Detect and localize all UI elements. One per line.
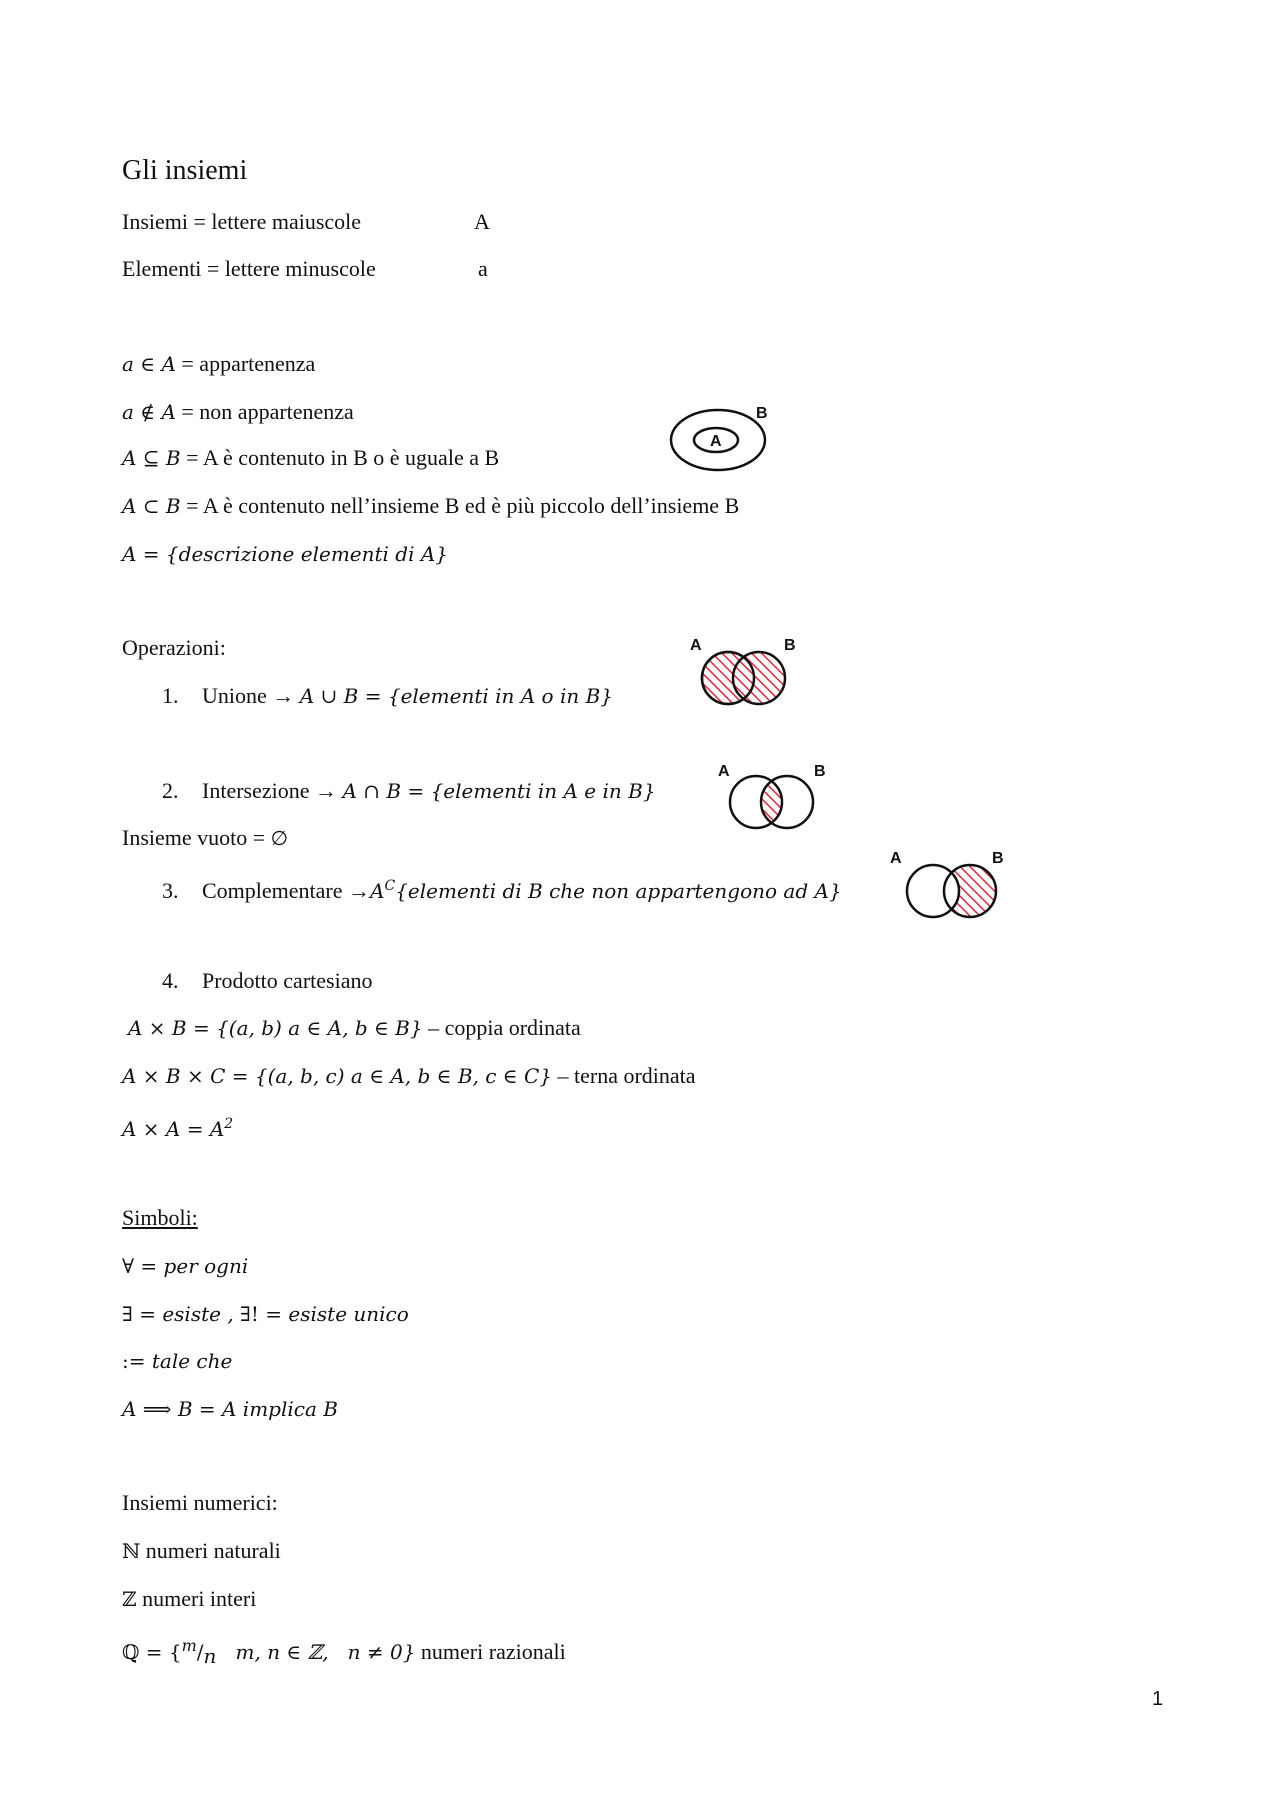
symbol-glyph: A ⟹ B xyxy=(122,1397,193,1421)
symbol-meaning: = per ogni xyxy=(134,1254,249,1278)
cartesian-desc: – terna ordinata xyxy=(552,1063,696,1088)
elements-label: Elementi = lettere minuscole xyxy=(122,256,376,281)
symbol-line xyxy=(122,1347,232,1375)
operations-heading: Operazioni: xyxy=(122,635,226,660)
set-b-label: B xyxy=(992,850,1004,867)
page-number: 1 xyxy=(1152,1688,1164,1710)
numeric-set-symbol: ℚ = { xyxy=(122,1640,182,1664)
fraction-numerator: m xyxy=(181,1636,197,1655)
relation-desc: = non appartenenza xyxy=(175,399,354,424)
relation-expr: a ∈ A xyxy=(122,352,176,376)
relation-line xyxy=(122,444,499,472)
operation-cartesian xyxy=(122,967,372,995)
list-number: 4. xyxy=(162,968,179,993)
operation-expr: A ∩ B = {elementi in A e in B} xyxy=(342,779,656,803)
set-definition-expr: A = {descrizione elementi di A} xyxy=(122,542,449,566)
set-b-label: B xyxy=(814,763,826,780)
elements-example: a xyxy=(478,256,488,281)
operation-label: Prodotto cartesiano xyxy=(202,968,373,993)
cartesian-desc: – coppia ordinata xyxy=(422,1015,581,1040)
operation-union xyxy=(122,682,613,710)
cartesian-triple-line xyxy=(122,1062,696,1090)
operation-label: Complementare → xyxy=(202,878,371,903)
intro-elements-line xyxy=(122,255,376,283)
sets-label: Insiemi = lettere maiuscole xyxy=(122,209,362,234)
list-number: 2. xyxy=(162,778,179,803)
set-definition-line xyxy=(122,540,448,568)
relation-expr: a ∉ A xyxy=(122,400,176,424)
intro-sets-line xyxy=(122,208,361,236)
numeric-set-label: numeri naturali xyxy=(140,1538,281,1563)
symbols-heading: Simboli: xyxy=(122,1205,198,1230)
cartesian-expr: A × B = {(a, b) a ∈ A, b ∈ B} xyxy=(128,1016,423,1040)
symbol-meaning: = A implica B xyxy=(192,1397,338,1421)
operation-expr: A ∪ B = {elementi in A o in B} xyxy=(299,684,614,708)
operation-label: Intersezione → xyxy=(202,778,343,803)
relation-desc: = A è contenuto nell’insieme B ed è più piccolo dell’insieme B xyxy=(180,493,740,518)
complement-base: A xyxy=(370,879,385,903)
numeric-set-symbol: ℕ xyxy=(122,1539,141,1563)
numeric-set-symbol: ℤ xyxy=(122,1587,137,1611)
list-number: 1. xyxy=(162,683,179,708)
symbol-glyph: ∃ xyxy=(122,1302,133,1326)
symbol-meaning: = esiste unico xyxy=(258,1302,409,1326)
set-b-circle xyxy=(733,652,785,704)
numeric-set-line: ℚ = {$^m$/n m, n ∈ ℤ, n ≠ 0} numeri razionali xyxy=(122,1636,566,1668)
cartesian-expr: A × A = A xyxy=(122,1117,225,1141)
set-b-label: B xyxy=(756,405,768,422)
sets-example: A xyxy=(474,209,490,234)
set-a-label: A xyxy=(890,850,902,867)
complement-diagram xyxy=(888,845,1018,925)
symbol-line xyxy=(122,1300,409,1328)
relation-desc: = A è contenuto in B o è uguale a B xyxy=(180,445,500,470)
empty-set-line xyxy=(122,824,288,852)
symbol-glyph: ∀ xyxy=(122,1254,135,1278)
numeric-set-label: numeri razionali xyxy=(415,1639,566,1664)
empty-set-symbol: ∅ xyxy=(270,826,289,850)
symbol-meaning: = tale che xyxy=(128,1349,233,1373)
union-diagram xyxy=(680,632,810,712)
symbol-line xyxy=(122,1395,338,1423)
relation-line xyxy=(122,350,315,378)
cartesian-square-line xyxy=(122,1110,233,1143)
operation-complement xyxy=(122,872,842,905)
relation-desc: = appartenenza xyxy=(175,351,316,376)
relation-line xyxy=(122,398,354,426)
relation-expr: A ⊂ B xyxy=(122,494,181,518)
cartesian-pair-line xyxy=(128,1014,581,1042)
symbol-meaning: = esiste , xyxy=(132,1302,241,1326)
numeric-sets-heading: Insiemi numerici: xyxy=(122,1490,278,1515)
page-title: Gli insiemi xyxy=(122,155,248,186)
relation-line xyxy=(122,492,739,520)
set-a-label: A xyxy=(710,433,722,450)
set-a-label: A xyxy=(690,637,702,654)
operation-label: Unione → xyxy=(202,683,300,708)
complement-expr: {elementi di B che non appartengono ad A} xyxy=(395,879,842,903)
numeric-set-line xyxy=(122,1585,256,1613)
rational-condition: m, n ∈ ℤ, n ≠ 0} xyxy=(216,1640,416,1664)
complement-sup: C xyxy=(384,878,396,894)
set-a-label: A xyxy=(718,763,730,780)
cartesian-expr: A × B × C = {(a, b, c) a ∈ A, b ∈ B, c ∈ C} xyxy=(122,1064,552,1088)
operation-intersection xyxy=(122,777,656,805)
cartesian-exponent: 2 xyxy=(224,1116,234,1132)
fraction-denominator: n xyxy=(203,1644,217,1668)
symbol-line xyxy=(122,1252,248,1280)
subset-diagram xyxy=(668,400,788,480)
intersection-diagram xyxy=(708,756,838,836)
numeric-set-line xyxy=(122,1537,281,1565)
symbol-glyph: : xyxy=(122,1349,129,1373)
numeric-set-label: numeri interi xyxy=(136,1586,257,1611)
list-number: 3. xyxy=(162,878,179,903)
set-b-label: B xyxy=(784,637,796,654)
empty-set-label: Insieme vuoto = xyxy=(122,825,271,850)
symbol-glyph: ∃! xyxy=(240,1302,259,1326)
relation-expr: A ⊆ B xyxy=(122,446,181,470)
